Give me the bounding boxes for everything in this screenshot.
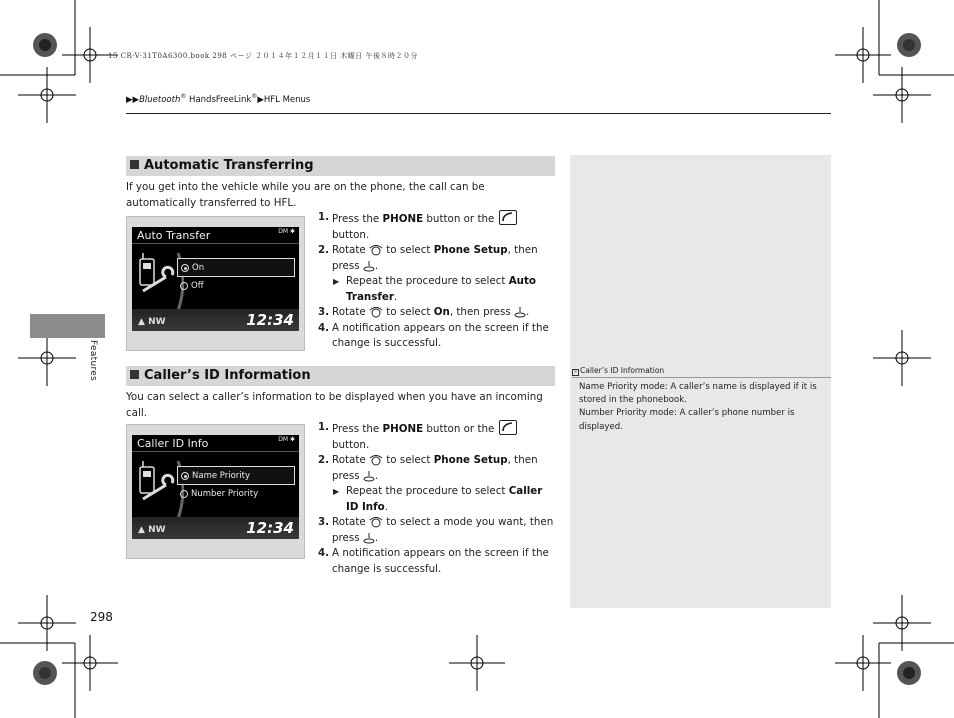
status-icons — [278, 436, 295, 443]
note-number-priority: Number Priority mode: A caller’s phone number is displayed. — [579, 408, 795, 432]
breadcrumb-bluetooth[interactable]: Bluetooth — [139, 94, 181, 105]
caller-id-steps — [318, 420, 558, 577]
interface-dial-rotate-icon — [369, 516, 383, 528]
option-name-priority[interactable] — [177, 466, 295, 485]
heading-text: Automatic Transferring — [144, 158, 314, 173]
phone-label: PHONE — [382, 213, 424, 225]
t: button or the — [423, 423, 498, 435]
t: to select — [382, 244, 434, 256]
note-name-priority: Name Priority mode: A caller’s name is displayed if it is stored in the phonebook. — [579, 382, 817, 406]
option-number-priority[interactable] — [177, 485, 295, 504]
interface-dial-press-icon — [363, 470, 375, 482]
screen-title: Caller ID Info — [137, 437, 209, 450]
phone-button-icon — [499, 210, 517, 225]
display — [132, 227, 299, 331]
breadcrumb-hfl-menus[interactable]: HFL Menus — [263, 94, 311, 105]
radio-icon — [180, 490, 188, 498]
t: . — [374, 469, 379, 482]
t: , then press — [449, 306, 514, 318]
auto-transfer-screen — [126, 216, 305, 351]
interface-dial-press-icon — [363, 260, 375, 272]
status-dm: DM — [278, 228, 289, 235]
option-on[interactable] — [177, 258, 295, 277]
compass-text: NW — [148, 317, 166, 327]
option-off[interactable] — [177, 277, 295, 296]
option-label: Number Priority — [191, 489, 259, 499]
step-num: 4. — [318, 547, 330, 559]
option-list — [177, 258, 295, 296]
screen-title: Auto Transfer — [137, 229, 211, 242]
t: . — [384, 500, 388, 513]
radio-selected-icon — [181, 264, 189, 272]
radio-selected-icon — [181, 472, 189, 480]
sub-step — [332, 484, 558, 515]
heading-text: Caller’s ID Information — [144, 368, 311, 383]
breadcrumb-arrow: ▶ — [257, 94, 264, 105]
interface-dial-rotate-icon — [369, 454, 383, 466]
bluetooth-icon: ✱ — [289, 228, 295, 235]
t: Phone Setup — [433, 454, 508, 466]
step-num: 2. — [318, 454, 330, 466]
breadcrumb-reg: ® — [180, 93, 187, 100]
t: , then press — [332, 454, 538, 482]
step-num: 3. — [318, 516, 330, 528]
t: On — [433, 306, 450, 318]
note-body — [579, 381, 822, 434]
sub-step — [332, 274, 558, 305]
status-dm: DM — [278, 436, 289, 443]
screen-footer — [132, 309, 299, 331]
note-heading-text: Caller’s ID Information — [580, 366, 665, 375]
compass-text: NW — [148, 525, 166, 535]
t: . — [374, 531, 379, 544]
t: Rotate — [332, 516, 369, 528]
bluetooth-icon: ✱ — [289, 436, 295, 443]
interface-dial-press-icon — [514, 306, 526, 318]
compass: ▲ NW — [138, 525, 166, 535]
t: button. — [332, 228, 370, 241]
t: Rotate — [332, 454, 369, 466]
compass: ▲ NW — [138, 317, 166, 327]
breadcrumb-reg: ® — [251, 93, 258, 100]
t: Repeat the procedure to select — [346, 275, 509, 287]
radio-icon — [180, 282, 188, 290]
t: . — [374, 259, 379, 272]
step — [318, 515, 558, 546]
step-num: 4. — [318, 321, 330, 334]
t: Phone Setup — [433, 244, 508, 256]
t: Rotate — [332, 306, 369, 318]
t: to select — [382, 454, 434, 466]
section-heading-caller-id — [126, 366, 555, 386]
phone-label: PHONE — [382, 423, 424, 435]
status-icons — [278, 228, 295, 235]
interface-dial-press-icon — [363, 532, 375, 544]
triangle-icon: ▶ — [333, 487, 340, 496]
t: to select — [382, 306, 434, 318]
phone-button-icon — [499, 420, 517, 435]
breadcrumb — [126, 93, 310, 105]
section-heading-auto-transfer — [126, 156, 555, 176]
step — [318, 453, 558, 515]
side-tab — [30, 314, 105, 338]
divider — [132, 451, 299, 452]
t: button. — [332, 438, 370, 451]
t: Rotate — [332, 244, 369, 256]
t: Press the — [332, 213, 383, 225]
divider — [132, 243, 299, 244]
t: Caller ID Info — [346, 485, 543, 513]
step-num: 3. — [318, 306, 330, 318]
t: A notification appears on the screen if the change is successful. — [332, 321, 549, 349]
t: . — [393, 290, 398, 303]
step — [318, 321, 558, 352]
note-heading[interactable] — [572, 366, 831, 378]
step-num: 2. — [318, 244, 330, 256]
interface-dial-rotate-icon — [369, 306, 383, 318]
page-number: 298 — [90, 610, 113, 624]
triangle-icon: ▶ — [333, 277, 340, 286]
square-bullet-icon — [130, 160, 139, 169]
t: Press the — [332, 423, 383, 435]
display — [132, 435, 299, 539]
t: button or the — [423, 213, 498, 225]
square-bullet-icon — [130, 370, 139, 379]
t: . — [525, 306, 530, 318]
option-list — [177, 466, 295, 504]
caller-id-intro: You can select a caller’s information to be displayed when you have an incoming call. — [126, 391, 543, 419]
side-label: Features — [88, 340, 98, 382]
step — [318, 305, 558, 321]
screen-footer — [132, 517, 299, 539]
step — [318, 420, 558, 453]
auto-transfer-steps — [318, 210, 558, 352]
print-line: 15 CR-V-31T0A6300.book 298 ページ ２０１４年１２月１１日 木曜日 午後８時２０分 — [108, 52, 419, 60]
t: A notification appears on the screen if the change is successful. — [332, 547, 549, 575]
step-num: 1. — [318, 421, 330, 433]
option-label: Off — [191, 281, 204, 291]
note-marker-icon: » — [573, 369, 578, 375]
breadcrumb-arrow: ▶ — [132, 94, 140, 105]
option-label: Name Priority — [192, 471, 251, 481]
header-rule — [126, 113, 831, 114]
interface-dial-rotate-icon — [369, 244, 383, 256]
step — [318, 210, 558, 243]
breadcrumb-hfl[interactable]: HandsFreeLink — [186, 94, 252, 105]
clock: 12:34 — [246, 519, 294, 537]
step — [318, 243, 558, 305]
t: , then press — [332, 244, 538, 272]
auto-transfer-intro: If you get into the vehicle while you are on the phone, the call can be automatically transferred to HFL. — [126, 181, 485, 209]
step — [318, 546, 558, 577]
caller-id-screen — [126, 424, 305, 559]
t: to select a mode you want, then press — [332, 516, 554, 544]
breadcrumb-arrow: ▶ — [126, 94, 133, 105]
t: Auto Transfer — [346, 275, 536, 303]
clock: 12:34 — [246, 311, 294, 329]
step-num: 1. — [318, 211, 330, 223]
t: Repeat the procedure to select — [346, 485, 509, 497]
option-label: On — [192, 263, 205, 273]
